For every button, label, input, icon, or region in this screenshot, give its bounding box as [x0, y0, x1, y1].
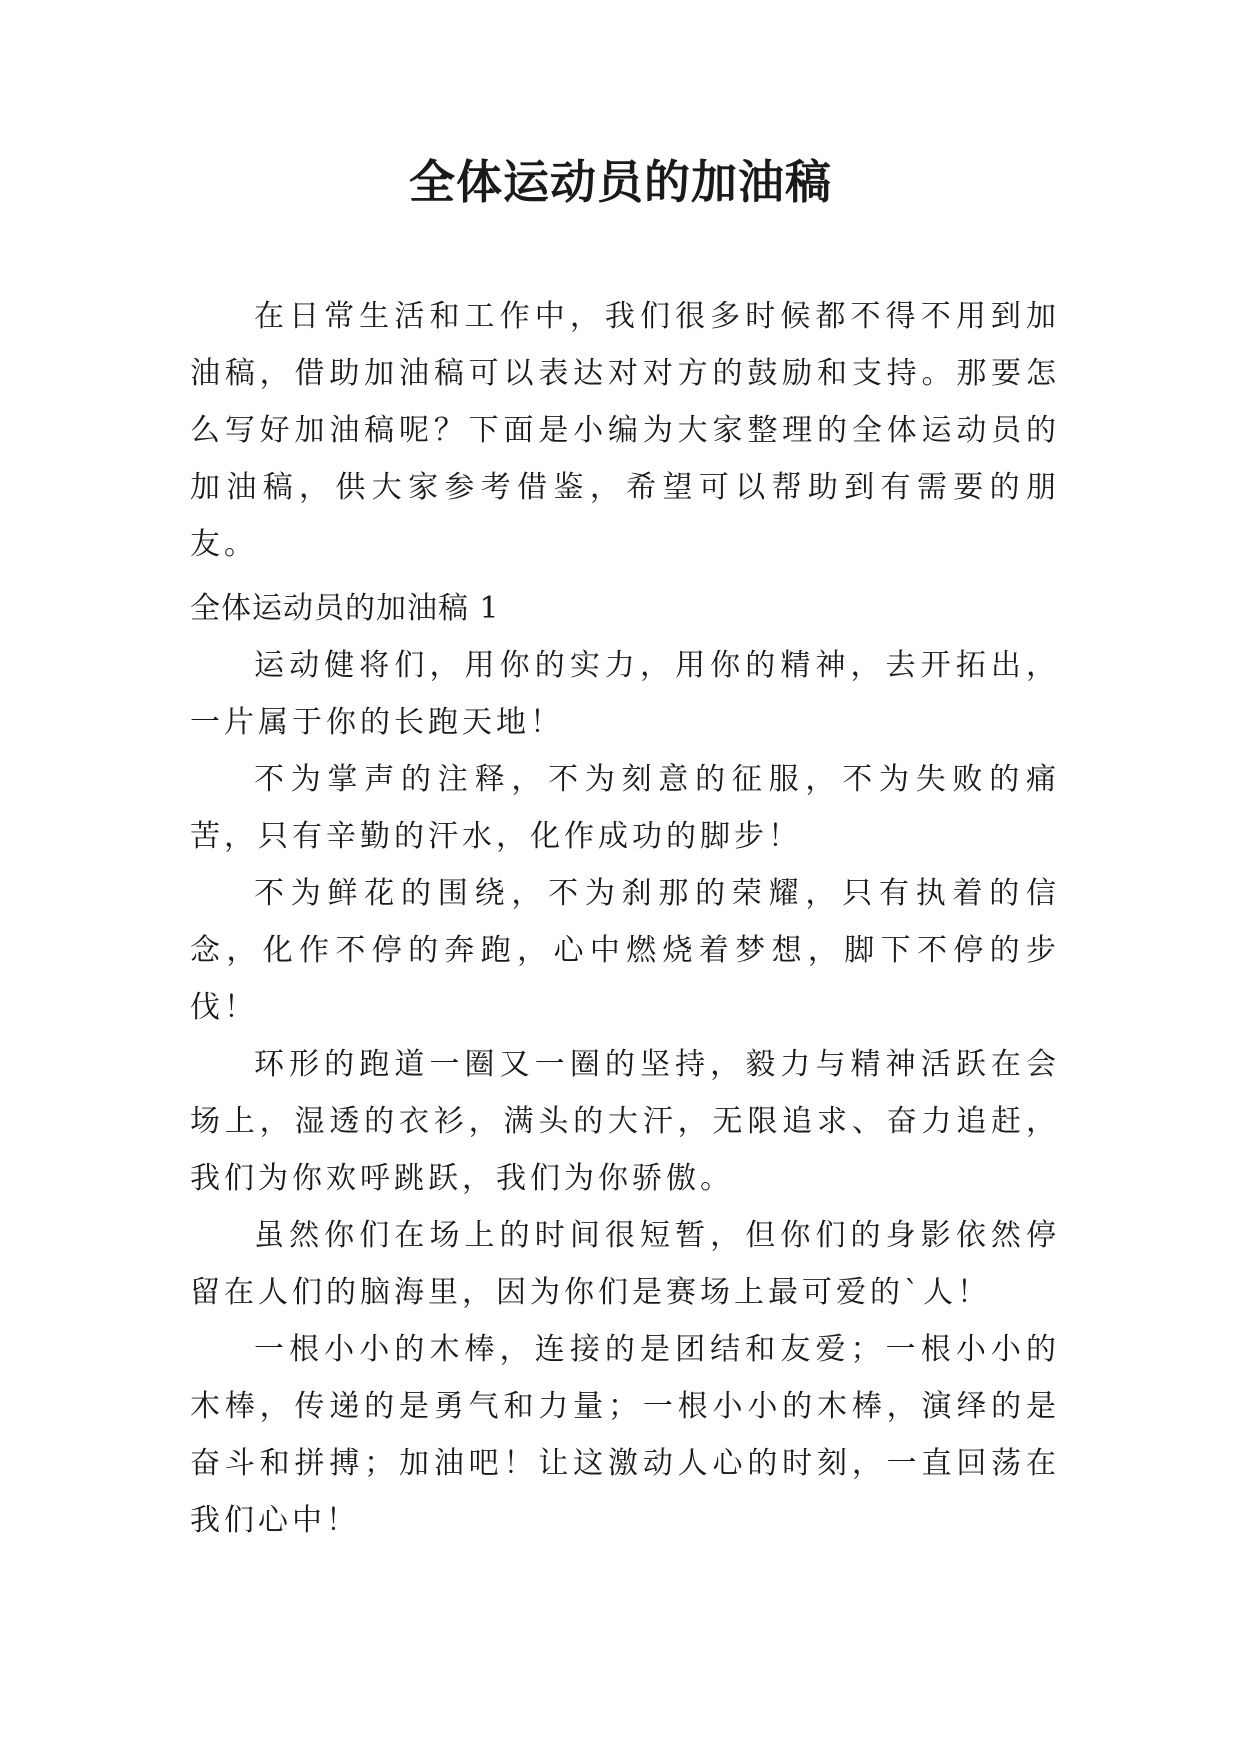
intro-paragraph: 在日常生活和工作中，我们很多时候都不得不用到加油稿，借助加油稿可以表达对对方的鼓励和支持。那要怎么写好加油稿呢？下面是小编为大家整理的全体运动员的加油稿，供大家参考借鉴，希望可以帮助到有需要的朋友。	[190, 299, 1060, 562]
body-paragraph: 不为鲜花的围绕，不为刹那的荣耀，只有执着的信念，化作不停的奔跑，心中燃烧着梦想，脚下不停的步伐！	[190, 876, 1060, 1025]
section-heading: 全体运动员的加油稿 1	[190, 591, 500, 626]
body-paragraph: 一根小小的木棒，连接的是团结和友爱；一根小小的木棒，传递的是勇气和力量；一根小小的木棒，演绎的是奋斗和拼搏；加油吧！让这激动人心的时刻，一直回荡在我们心中！	[190, 1332, 1060, 1538]
body-paragraph: 虽然你们在场上的时间很短暂，但你们的身影依然停留在人们的脑海里，因为你们是赛场上最可爱的`人！	[190, 1218, 1060, 1310]
body-paragraph: 运动健将们，用你的实力，用你的精神，去开拓出，一片属于你的长跑天地！	[190, 648, 1060, 740]
document-title: 全体运动员的加油稿	[409, 155, 832, 209]
section-body	[190, 637, 1060, 1549]
body-paragraph: 不为掌声的注释，不为刻意的征服，不为失败的痛苦，只有辛勤的汗水，化作成功的脚步！	[190, 762, 1060, 854]
body-paragraph: 环形的跑道一圈又一圈的坚持，毅力与精神活跃在会场上，湿透的衣衫，满头的大汗，无限追求、奋力追赶，我们为你欢呼跳跃，我们为你骄傲。	[190, 1047, 1060, 1196]
